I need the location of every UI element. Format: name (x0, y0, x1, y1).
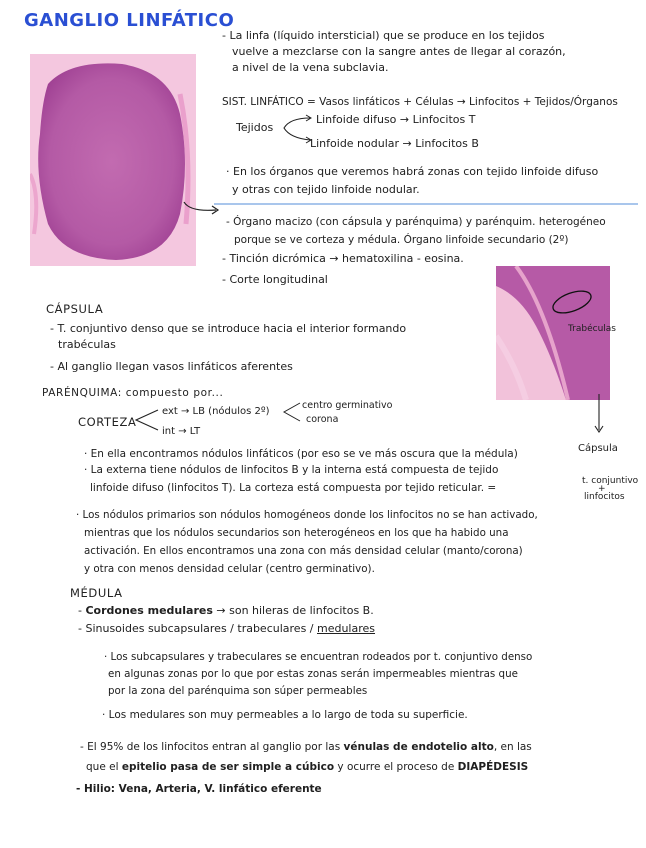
final-2b: epitelio pasa de ser simple a cúbico (121, 761, 335, 773)
organo-line-2: porque se ve corteza y médula. Órgano linfoide secundario (2º) (234, 234, 569, 246)
capsula-label: Cápsula (578, 443, 618, 454)
corteza-int: int → LT (162, 426, 201, 437)
sinusoides-text: - Sinusoides subcapsulares / trabeculares / (78, 622, 317, 635)
corteza-line-6: activación. En ellos encontramos una zona con más densidad celular (manto/corona) (84, 545, 523, 557)
final-2a: que el (86, 761, 122, 773)
capsula-line-1: - T. conjuntivo denso que se introduce hacia el interior formando (50, 322, 407, 335)
corteza-line-2: · La externa tiene nódulos de linfocitos B y la interna está compuesta de tejido (84, 464, 499, 476)
final-line-2 (86, 760, 528, 774)
cordones-line: - Cordones medulares → son hileras de linfocitos B. (78, 604, 374, 617)
final-1c: , en las (493, 741, 532, 753)
corteza-line-5: mientras que los nódulos secundarios son heterogéneos en los que ha habido una (84, 527, 509, 539)
final-2c: y ocurre el proceso de (334, 761, 458, 773)
intro-line-1: - La linfa (líquido intersticial) que se produce en los tejidos (222, 29, 545, 42)
capsula-heading: CÁPSULA (46, 302, 104, 316)
intro-line-2: vuelve a mezclarse con la sangre antes de llegar al corazón, (232, 45, 566, 58)
trabeculas-label: Trabéculas (568, 324, 616, 334)
organo-line-1: - Órgano macizo (con cápsula y parénquima) y parénquim. heterogéneo (226, 216, 606, 228)
hilio-line: - Hilio: Vena, Arteria, V. linfático eferente (76, 783, 322, 795)
corteza-line-3: linfoide difuso (linfocitos T). La corteza está compuesta por tejido reticular. = (90, 482, 497, 494)
intro-line-3: a nivel de la vena subclavia. (232, 61, 389, 74)
side-note-2: + (598, 484, 606, 494)
sist-linfatico-line: SIST. LINFÁTICO = Vasos linfáticos + Células → Linfocitos + Tejidos/Órganos (222, 96, 618, 108)
sub-line-4: · Los medulares son muy permeables a lo largo de toda su superficie. (102, 709, 468, 721)
final-1b: vénulas de endotelio alto (343, 741, 494, 753)
brace-icon (280, 112, 314, 146)
split-arrow-icon-2 (280, 400, 304, 424)
capsula-line-2: trabéculas (58, 338, 116, 351)
organo-line-4: - Corte longitudinal (222, 273, 328, 286)
medula-heading: MÉDULA (70, 586, 123, 600)
split-arrow-icon (132, 406, 162, 436)
centro-germinativo: centro germinativo (302, 400, 393, 411)
tejidos-label: Tejidos (236, 121, 274, 134)
curved-arrow-icon (182, 196, 222, 220)
corteza-ext: ext → LB (nódulos 2º) (162, 406, 270, 417)
cordones-bold: Cordones medulares (85, 604, 213, 617)
corteza-line-7: y otra con menos densidad celular (centro germinativo). (84, 563, 375, 575)
sub-line-2: en algunas zonas por lo que por estas zonas serán impermeables mientras que (108, 668, 518, 680)
sub-line-1: · Los subcapsulares y trabeculares se encuentran rodeados por t. conjuntivo denso (104, 651, 533, 663)
linfoide-nodular: Linfoide nodular → Linfocitos B (310, 137, 479, 150)
corteza-label: CORTEZA (78, 415, 137, 429)
corteza-line-4: · Los nódulos primarios son nódulos homogéneos donde los linfocitos no se han activado, (76, 509, 538, 521)
organo-line-3: - Tinción dicrómica → hematoxilina - eosina. (222, 252, 464, 265)
medulares-underlined: medulares (317, 622, 376, 635)
cordones-rest: → son hileras de linfocitos B. (216, 604, 374, 617)
side-note-3: linfocitos (584, 492, 625, 502)
organos-line-1: · En los órganos que veremos habrá zonas con tejido linfoide difuso (226, 165, 599, 178)
final-line-1 (80, 740, 532, 754)
sinusoides-line (78, 622, 375, 636)
capsula-line-3: - Al ganglio llegan vasos linfáticos aferentes (50, 360, 293, 373)
parenquima-heading: PARÉNQUIMA: compuesto por... (42, 387, 224, 399)
lymph-node-micrograph (30, 54, 196, 266)
corona-label: corona (306, 414, 339, 425)
page-title: GANGLIO LINFÁTICO (24, 10, 235, 31)
corteza-line-1: · En ella encontramos nódulos linfáticos (por eso se ve más oscura que la médula) (84, 448, 518, 460)
linfoide-difuso: Linfoide difuso → Linfocitos T (316, 113, 476, 126)
sub-line-3: por la zona del parénquima son súper permeables (108, 685, 368, 697)
divider-line (214, 203, 638, 205)
final-1a: - El 95% de los linfocitos entran al ganglio por las (80, 741, 344, 753)
final-2d: DIAPÉDESIS (457, 761, 529, 773)
arrow-down-icon (592, 394, 606, 438)
side-note-1: t. conjuntivo (582, 476, 639, 486)
organos-line-2: y otras con tejido linfoide nodular. (232, 183, 420, 196)
